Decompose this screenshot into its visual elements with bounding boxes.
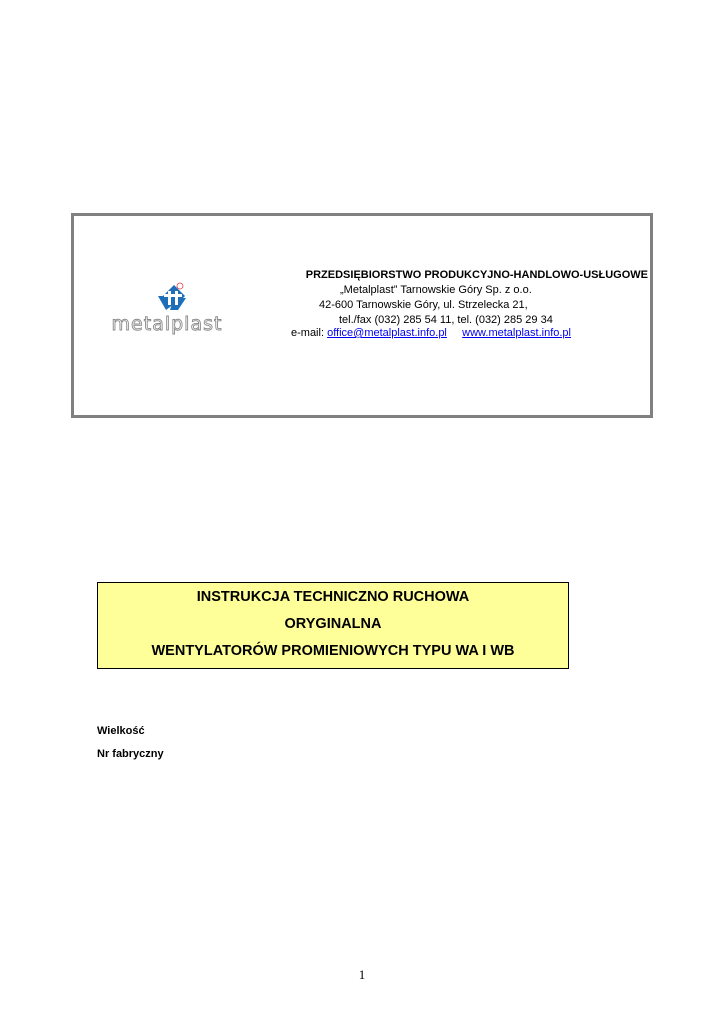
website-link[interactable]: www.metalplast.info.pl [462, 327, 571, 339]
svg-text:metalplast: metalplast [111, 313, 223, 335]
company-contact [291, 326, 571, 341]
email-label: e-mail: [291, 327, 325, 339]
title-line-3: WENTYLATORÓW PROMIENIOWYCH TYPU WA I WB [151, 643, 515, 659]
logo-emblem-icon [158, 283, 186, 310]
company-name: „Metalplast” Tarnowskie Góry Sp. z o.o. [340, 284, 532, 296]
company-info [250, 268, 650, 339]
email-link[interactable]: office@metalplast.info.pl [327, 327, 447, 339]
company-type: PRZEDSIĘBIORSTWO PRODUKCYJNO-HANDLOWO-USŁUGOWE [305, 269, 648, 281]
metalplast-logo [90, 282, 244, 342]
company-address: 42-600 Tarnowskie Góry, ul. Strzelecka 21, [319, 299, 528, 311]
title-line-1: INSTRUKCJA TECHNICZNO RUCHOWA [196, 589, 470, 605]
size-label: Wielkość [97, 725, 145, 737]
serial-number-label: Nr fabryczny [97, 748, 164, 760]
page-number: 1 [358, 967, 366, 982]
title-line-2: ORYGINALNA [284, 616, 382, 632]
document-title-box [97, 582, 569, 669]
company-phone: tel./fax (032) 285 54 11, tel. (032) 285 29 34 [339, 314, 553, 326]
